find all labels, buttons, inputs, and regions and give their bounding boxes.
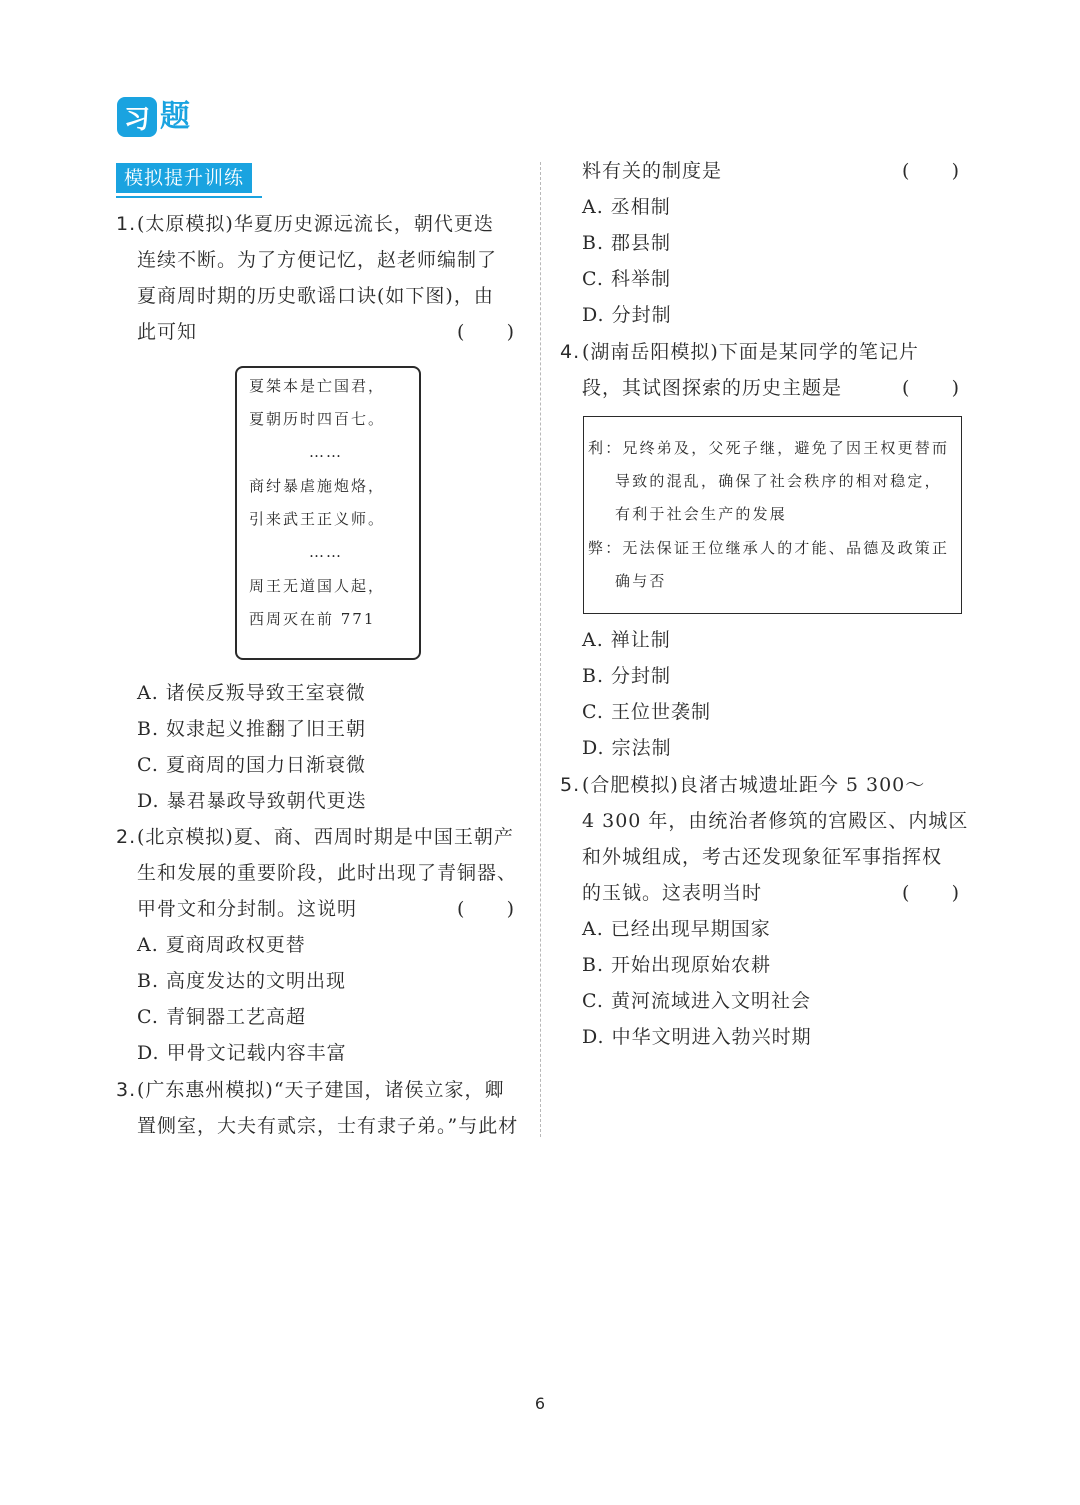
poem-line: 周王无道国人起， [249, 577, 386, 595]
option-c[interactable]: C. 王位世袭制 [582, 701, 711, 723]
question-text-line: 生和发展的重要阶段，此时出现了青铜器、 [137, 862, 518, 884]
question-number: 4. [560, 341, 581, 363]
section-underline [116, 196, 262, 198]
option-b[interactable]: B. 高度发达的文明出现 [137, 970, 347, 992]
question-text-line: 料有关的制度是 [582, 160, 723, 182]
poem-line: 商纣暴虐施炮烙， [249, 477, 386, 495]
option-a[interactable]: A. 夏商周政权更替 [137, 934, 306, 956]
poem-line: 西周灭在前 771 [249, 610, 376, 628]
poem-line: 夏桀本是亡国君， [249, 377, 386, 395]
answer-bracket[interactable]: ( ) [457, 898, 517, 920]
option-a[interactable]: A. 丞相制 [582, 196, 671, 218]
option-d[interactable]: D. 分封制 [582, 304, 672, 326]
option-a[interactable]: A. 诸侯反叛导致王室衰微 [137, 682, 366, 704]
option-d[interactable]: D. 暴君暴政导致朝代更迭 [137, 790, 367, 812]
poem-ellipsis: …… [309, 443, 343, 461]
option-c[interactable]: C. 黄河流域进入文明社会 [582, 990, 811, 1012]
question-number: 3. [116, 1079, 137, 1101]
option-c[interactable]: C. 夏商周的国力日渐衰微 [137, 754, 366, 776]
question-text-line: 4 300 年，由统治者修筑的宫殿区、内城区 [582, 810, 969, 832]
notes-line: 有利于社会生产的发展 [615, 505, 788, 523]
option-d[interactable]: D. 中华文明进入勃兴时期 [582, 1026, 812, 1048]
question-text-line: 段，其试图探索的历史主题是 [582, 377, 843, 399]
section-label: 模拟提升训练 [116, 163, 252, 193]
notes-line: 确与否 [615, 572, 667, 590]
answer-bracket[interactable]: ( ) [902, 882, 962, 904]
notes-line: 利：兄终弟及，父死子继，避免了因王权更替而 [588, 439, 950, 457]
answer-bracket[interactable]: ( ) [902, 377, 962, 399]
question-text-line: 甲骨文和分封制。这说明 [137, 898, 358, 920]
option-b[interactable]: B. 奴隶起义推翻了旧王朝 [137, 718, 367, 740]
notes-line: 弊：无法保证王位继承人的才能、品德及政策正 [588, 539, 950, 557]
question-text-line: (广东惠州模拟)“天子建国，诸侯立家，卿 [137, 1079, 505, 1101]
question-text-line: 的玉钺。这表明当时 [582, 882, 763, 904]
question-text-line: 置侧室，大夫有贰宗，士有隶子弟。”与此材 [137, 1115, 519, 1137]
option-d[interactable]: D. 甲骨文记载内容丰富 [137, 1042, 347, 1064]
option-a[interactable]: A. 禅让制 [582, 629, 671, 651]
question-text-line: (合肥模拟)良渚古城遗址距今 5 300～ [582, 774, 926, 796]
question-number: 1. [116, 213, 137, 235]
question-text-line: (湖南岳阳模拟)下面是某同学的笔记片 [582, 341, 919, 363]
question-number: 2. [116, 826, 137, 848]
question-text-line: 夏商周时期的历史歌谣口诀(如下图)，由 [137, 285, 494, 307]
answer-bracket[interactable]: ( ) [457, 321, 517, 343]
header-badge: 习 [117, 97, 157, 137]
column-divider [540, 162, 541, 1137]
question-text-line: 连续不断。为了方便记忆，赵老师编制了 [137, 249, 498, 271]
question-text-line: 此可知 [137, 321, 198, 343]
header-title: 题 [160, 99, 190, 134]
poem-line: 引来武王正义师。 [249, 510, 386, 528]
notes-line: 导致的混乱，确保了社会秩序的相对稳定， [615, 472, 942, 490]
poem-ellipsis: …… [309, 543, 343, 561]
option-b[interactable]: B. 开始出现原始农耕 [582, 954, 772, 976]
question-number: 5. [560, 774, 581, 796]
option-c[interactable]: C. 科举制 [582, 268, 671, 290]
answer-bracket[interactable]: ( ) [902, 160, 962, 182]
option-c[interactable]: C. 青铜器工艺高超 [137, 1006, 306, 1028]
option-d[interactable]: D. 宗法制 [582, 737, 672, 759]
question-text-line: (北京模拟)夏、商、西周时期是中国王朝产 [137, 826, 514, 848]
poem-line: 夏朝历时四百七。 [249, 410, 386, 428]
page-number: 6 [534, 1394, 546, 1413]
question-text-line: (太原模拟)华夏历史源远流长，朝代更迭 [137, 213, 494, 235]
option-a[interactable]: A. 已经出现早期国家 [582, 918, 771, 940]
option-b[interactable]: B. 郡县制 [582, 232, 672, 254]
question-text-line: 和外城组成，考古还发现象征军事指挥权 [582, 846, 943, 868]
option-b[interactable]: B. 分封制 [582, 665, 672, 687]
